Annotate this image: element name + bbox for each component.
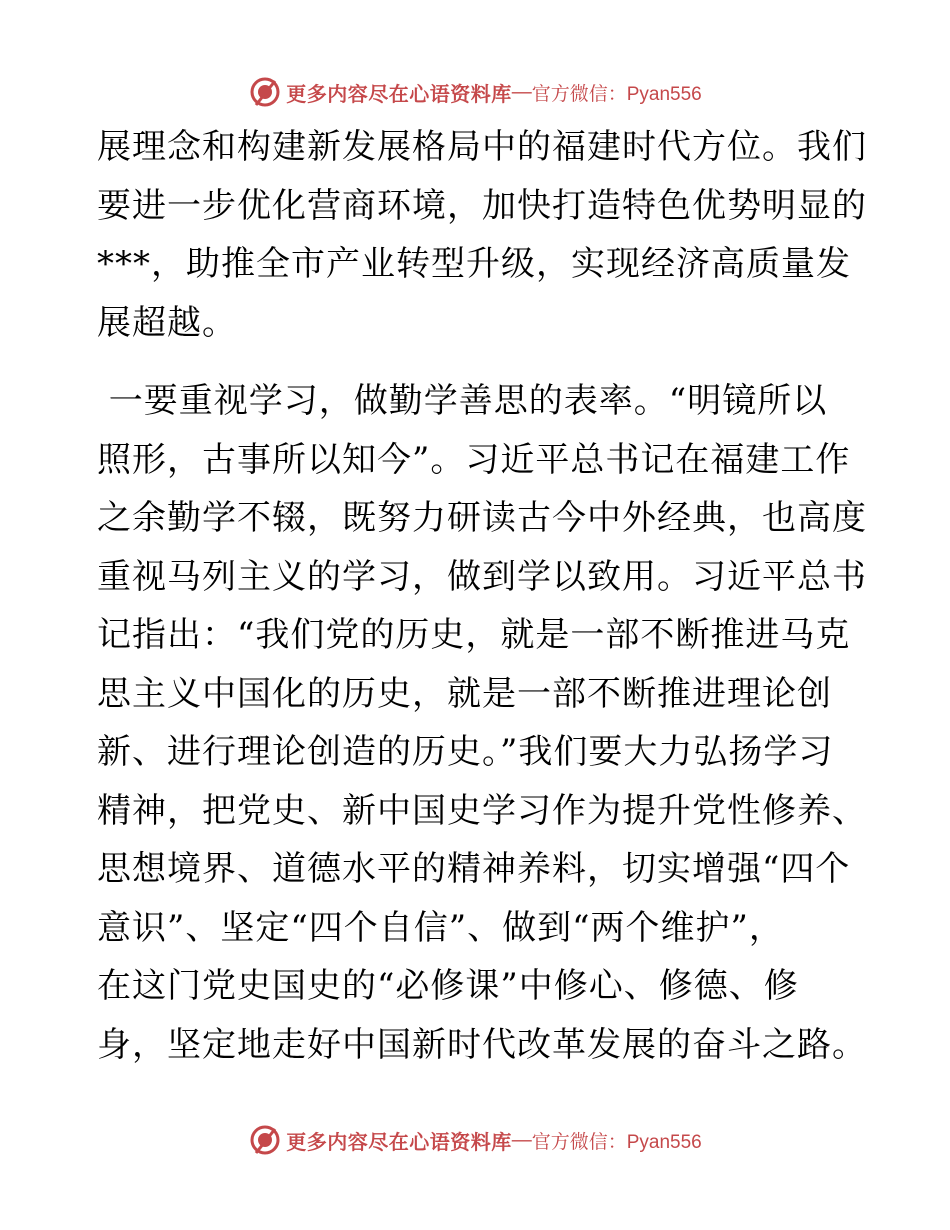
text-line: 新、进行理论创造的历史。”我们要大力弘扬学习 xyxy=(97,732,834,772)
banner-dash: — xyxy=(511,80,532,103)
pen-logo-icon xyxy=(248,1123,282,1157)
text-line: 照形，古事所以知今”。习近平总书记在福建工作 xyxy=(97,439,851,480)
text-line: 思主义中国化的历史，就是一部不断推进理论创 xyxy=(97,673,832,714)
banner-text: 更多内容尽在心语资料库 xyxy=(286,83,512,106)
text-line: 展理念和构建新发展格局中的福建时代方位。我们 xyxy=(97,127,867,167)
text-line: 记指出：“我们党的历史，就是一部不断推进马克 xyxy=(97,615,851,655)
text-line: ***，助推全市产业转型升级，实现经济高质量发 xyxy=(97,244,851,284)
text-line: 展超越。 xyxy=(97,302,237,343)
footer-banner xyxy=(0,1120,950,1160)
banner-text: 更多内容尽在心语资料库 xyxy=(286,1131,512,1154)
wechat-label: 官方微信：Pyan556 xyxy=(531,1131,702,1153)
text-line: 要进一步优化营商环境，加快打造特色优势明显的 xyxy=(97,185,867,226)
text-line: 身，坚定地走好中国新时代改革发展的奋斗之路。 xyxy=(97,1024,867,1065)
text-line: 精神，把党史、新中国史学习作为提升党性修养、 xyxy=(97,790,867,831)
banner-dash: — xyxy=(511,1128,532,1151)
document-body xyxy=(97,118,867,1074)
text-line: 重视马列主义的学习，做到学以致用。习近平总书 xyxy=(97,556,867,597)
text-line: 思想境界、道德水平的精神养料，切实增强“四个 xyxy=(97,849,851,889)
header-banner xyxy=(0,72,950,112)
wechat-label: 官方微信：Pyan556 xyxy=(531,83,702,105)
text-line: 一要重视学习，做勤学善思的表率。“明镜所以 xyxy=(97,381,828,421)
pen-logo-icon xyxy=(248,75,282,109)
paragraph-2 xyxy=(97,372,867,1074)
text-line: 意识”、坚定“四个自信”、做到“两个维护”， xyxy=(97,907,784,948)
text-line: 之余勤学不辍，既努力研读古今中外经典，也高度 xyxy=(97,498,867,538)
text-line: 在这门党史国史的“必修课”中修心、修德、修 xyxy=(97,966,799,1006)
paragraph-1 xyxy=(97,118,867,352)
